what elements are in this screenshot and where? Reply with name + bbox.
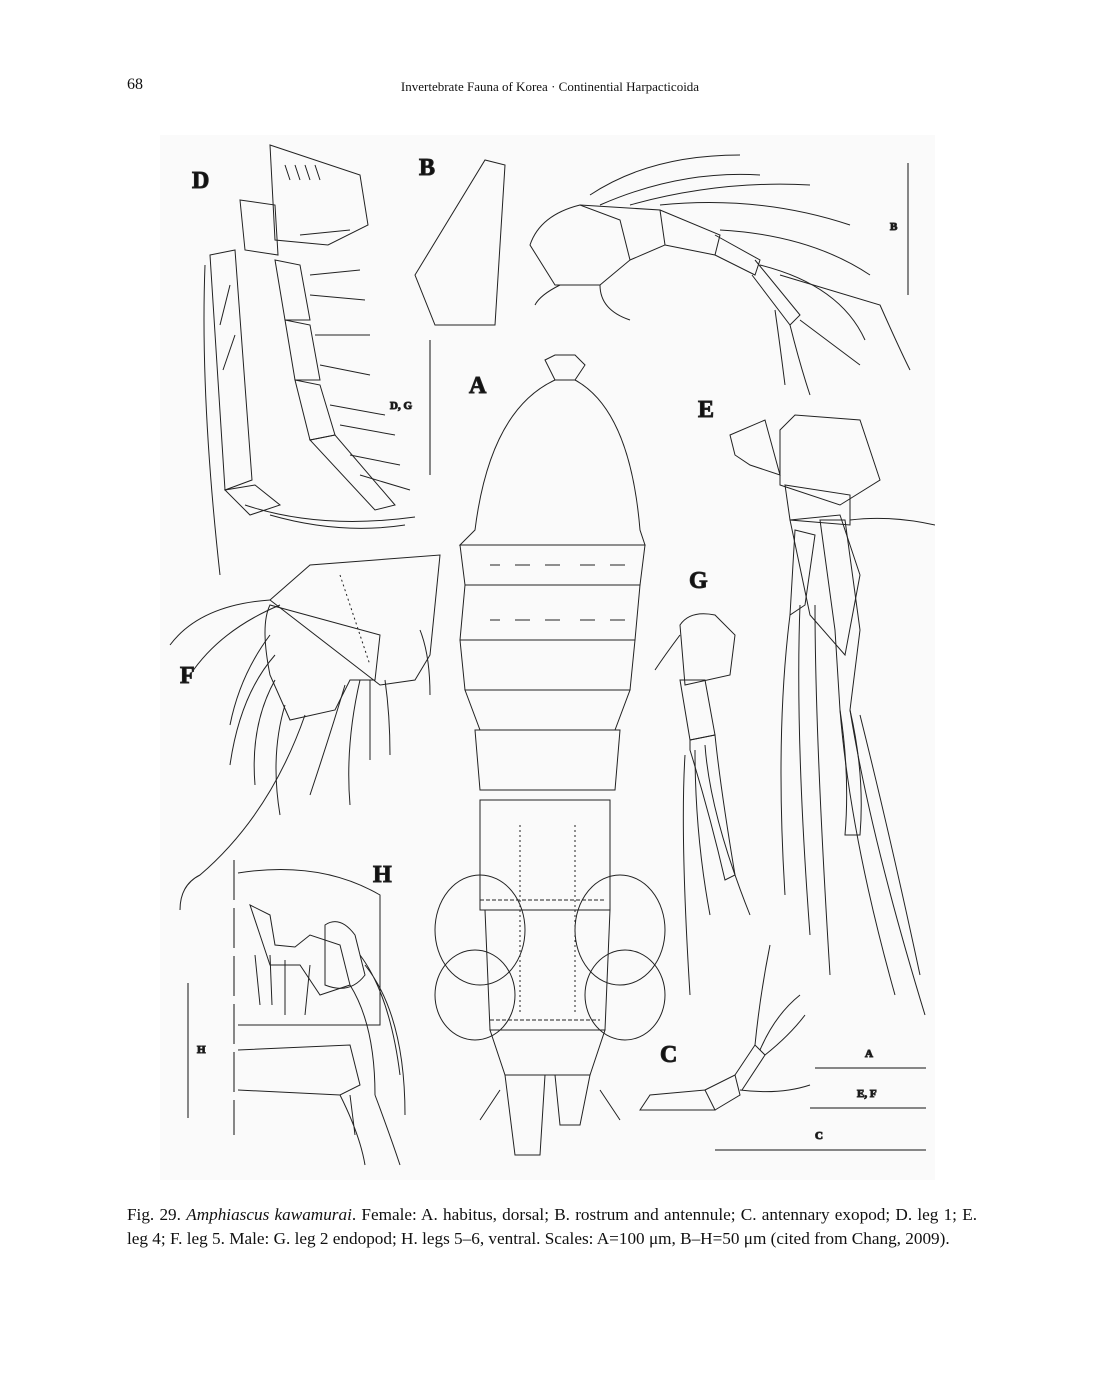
panel-label-a: A — [469, 373, 487, 399]
panel-label-h: H — [373, 862, 392, 888]
panel-label-d: D — [192, 168, 210, 194]
caption-text: . Female: A. habitus, dorsal; B. rostrum and antennule; C. antennary exopod; D. leg 1; E. leg 4; F. leg 5. Male: G. leg 2 endopod; H. legs 5–6, ventral. Scales: A=100 μm, B–H=50 μm (cited from Chang, 2009). — [127, 1205, 977, 1248]
panel-label-b: B — [419, 155, 436, 181]
scale-label-a: A — [865, 1048, 873, 1060]
caption-prefix: Fig. 29. — [127, 1205, 181, 1224]
running-title: Invertebrate Fauna of Korea · Continential Harpacticoida — [400, 79, 700, 94]
page-number: 68 — [127, 76, 143, 93]
panel-label-e: E — [698, 397, 715, 423]
scale-label-dg: D, G — [390, 400, 412, 412]
scale-label-ef: E, F — [857, 1088, 877, 1100]
panel-label-g: G — [689, 568, 708, 594]
panel-label-f: F — [180, 663, 195, 689]
scale-label-b: B — [890, 221, 898, 233]
figure-caption — [127, 1203, 977, 1251]
panel-label-c: C — [660, 1042, 678, 1068]
caption-species: Amphiascus kawamurai — [186, 1205, 352, 1224]
figure-plate — [160, 135, 935, 1180]
scale-label-c: C — [815, 1130, 823, 1142]
scale-label-h: H — [197, 1044, 206, 1056]
